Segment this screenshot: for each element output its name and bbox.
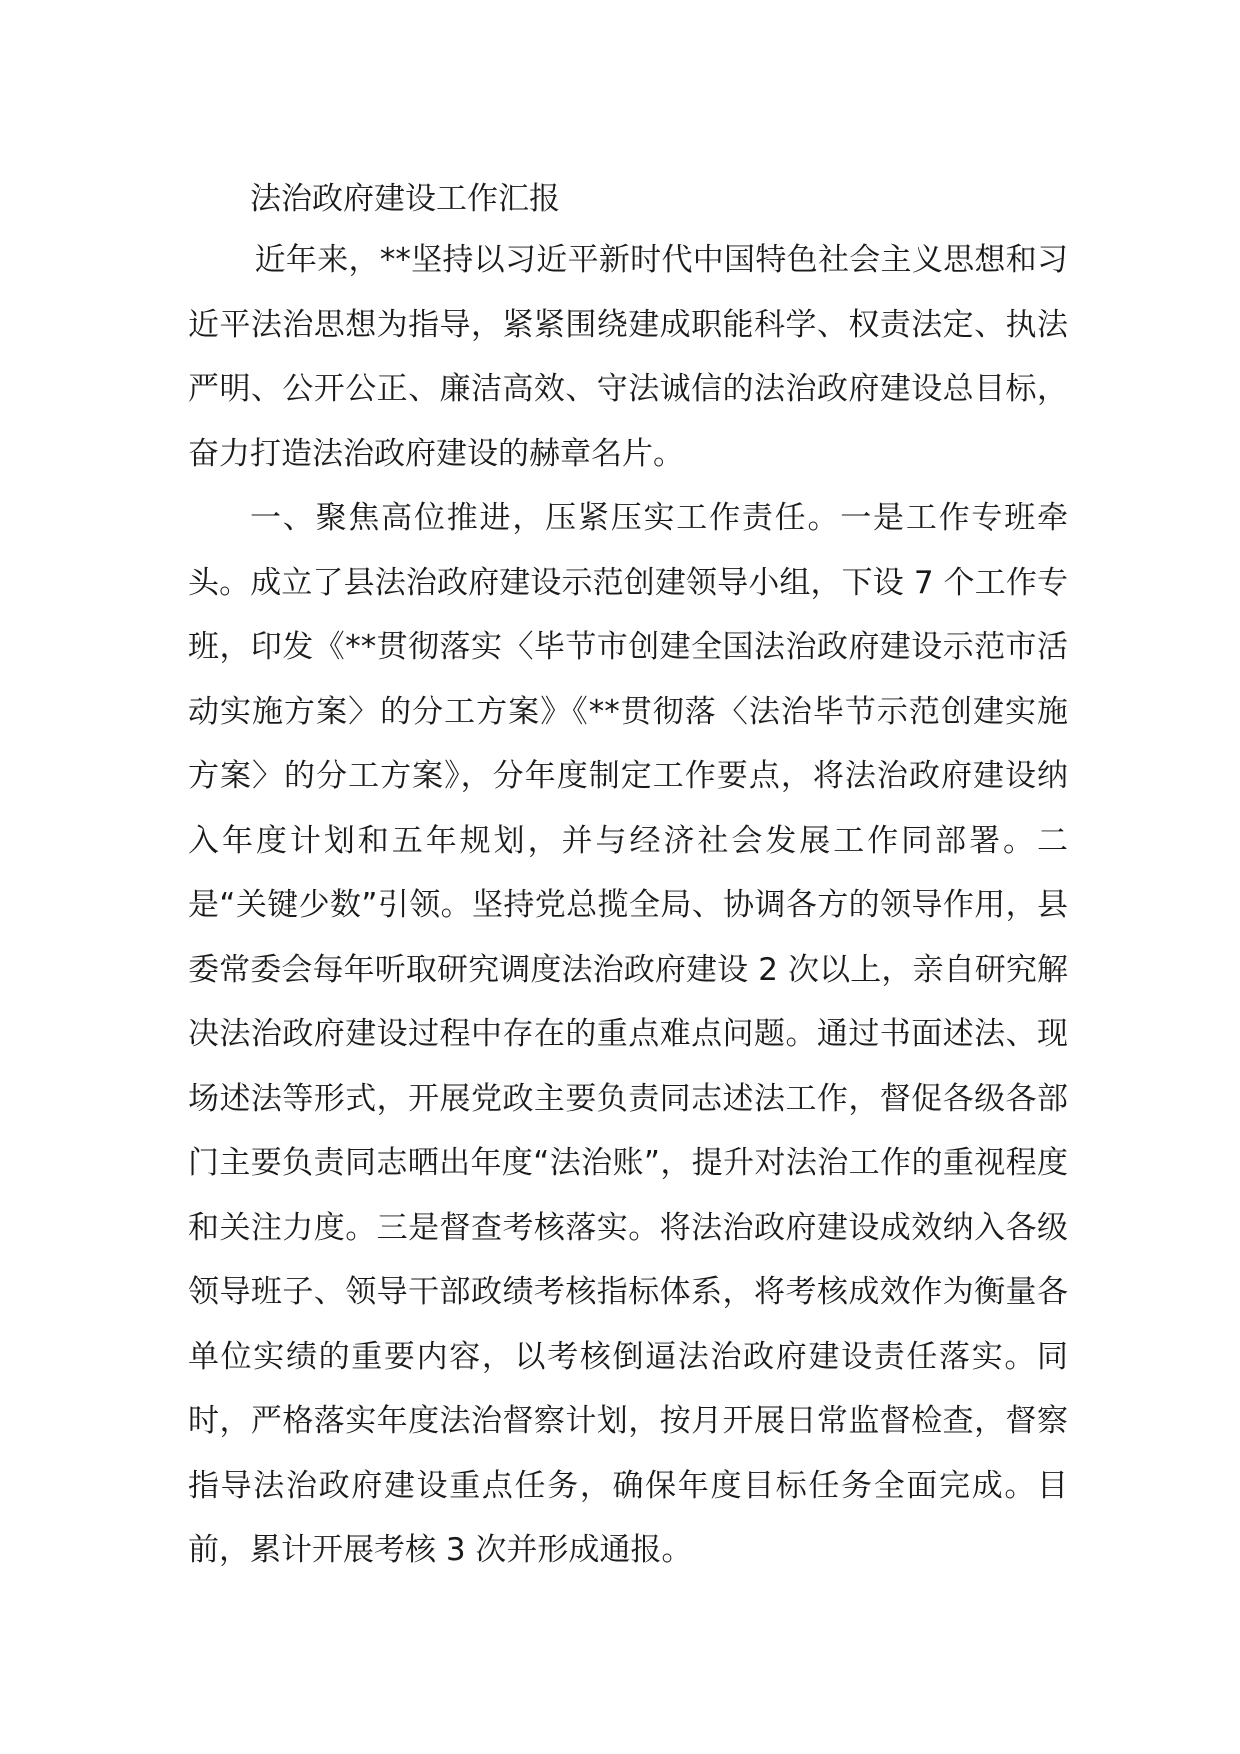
section-one-paragraph: 一、聚焦高位推进，压紧压实工作责任。一是工作专班牵头。成立了县法治政府建设示范创建领导小组，下设 7 个工作专班，印发《**贯彻落实〈毕节市创建全国法治政府建设示范市活动实施方案〉的分工方案》《**贯彻落〈法治毕节示范创建实施方案〉的分工方案》，分年度制定工作要点，将法治政府建设纳入年度计划和五年规划，并与经济社会发展工作同部署。二是“关键少数”引领。坚持党总揽全局、协调各方的领导作用，县委常委会每年听取研究调度法治政府建设 2 次以上，亲自研究解决法治政府建设过程中存在的重点难点问题。通过书面述法、现场述法等形式，开展党政主要负责同志述法工作，督促各级各部门主要负责同志晒出年度“法治账”，提升对法治工作的重视程度和关注力度。三是督查考核落实。将法治政府建设成效纳入各级领导班子、领导干部政绩考核指标体系，将考核成效作为衡量各单位实绩的重要内容，以考核倒逼法治政府建设责任落实。同时，严格落实年度法治督察计划，按月开展日常监督检查，督察指导法治政府建设重点任务，确保年度目标任务全面完成。目前，累计开展考核 3 次并形成通报。 bbox=[188, 500, 1068, 1568]
document-body bbox=[188, 170, 1068, 1583]
intro-paragraph: 近年来，**坚持以习近平新时代中国特色社会主义思想和习近平法治思想为指导，紧紧围绕建成职能科学、权责法定、执法严明、公开公正、廉洁高效、守法诚信的法治政府建设总目标，奋力打造法治政府建设的赫章名片。 bbox=[188, 242, 1068, 472]
document-title: 法治政府建设工作汇报 bbox=[250, 181, 560, 217]
